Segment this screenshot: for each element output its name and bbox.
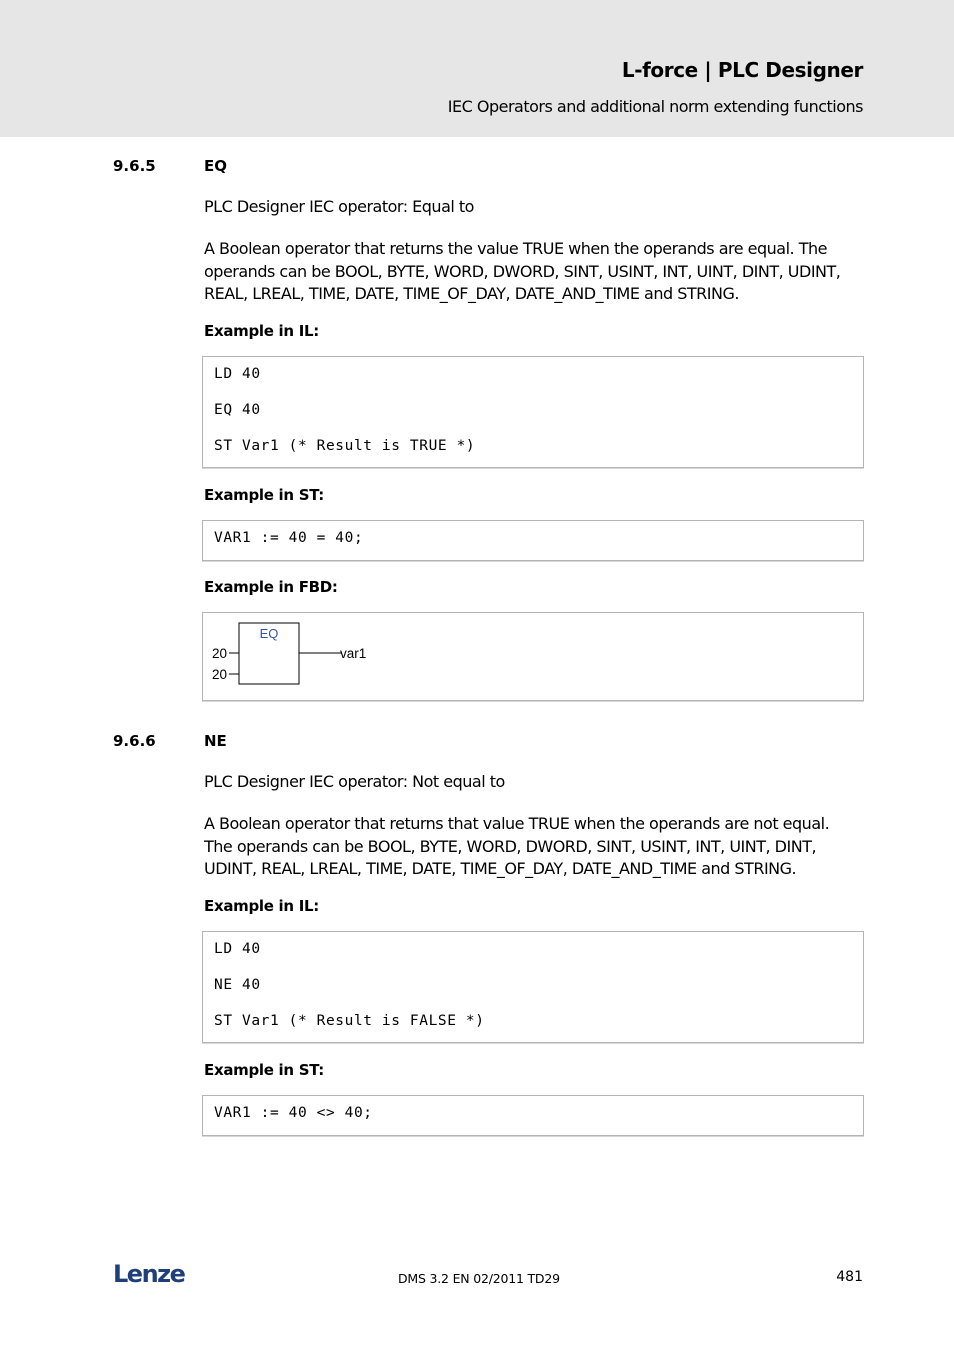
fbd-input1-label: 20 (212, 646, 228, 661)
lenze-logo-text: Lenze (113, 1260, 185, 1288)
header-subtitle: IEC Operators and additional norm extending functions (447, 97, 863, 116)
code-line: VAR1 := 40 = 40; (214, 530, 364, 546)
section-title-eq: EQ (204, 157, 227, 175)
code-line: ST Var1 (* Result is FALSE *) (214, 1013, 485, 1029)
il-example-label-eq: Example in IL: (204, 322, 319, 340)
document-reference: DMS 3.2 EN 02/2011 TD29 (398, 1271, 560, 1286)
st-example-label-eq: Example in ST: (204, 486, 325, 504)
page-number: 481 (836, 1269, 863, 1285)
section-description-eq (204, 238, 854, 306)
st-example-label-ne: Example in ST: (204, 1061, 325, 1079)
code-line: VAR1 := 40 <> 40; (214, 1105, 373, 1121)
section-number-ne: 9.6.6 (113, 732, 156, 750)
section-description-ne (204, 813, 854, 881)
section-intro-eq: PLC Designer IEC operator: Equal to (204, 197, 474, 216)
fbd-example-label-eq: Example in FBD: (204, 578, 338, 596)
fbd-block-name: EQ (259, 626, 279, 641)
il-example-label-ne: Example in IL: (204, 897, 319, 915)
fbd-diagram-box-eq (202, 612, 864, 701)
code-line: NE 40 (214, 977, 261, 993)
code-line: LD 40 (214, 941, 261, 957)
description-line: The operands can be BOOL, BYTE, WORD, DWORD, SINT, USINT, INT, UINT, DINT, (204, 836, 817, 856)
header-title: L-force | PLC Designer (621, 58, 863, 82)
fbd-output-label: var1 (340, 646, 367, 661)
description-line: A Boolean operator that returns that value TRUE when the operands are not equal. (204, 814, 830, 833)
description-line: operands can be BOOL, BYTE, WORD, DWORD, SINT, USINT, INT, UINT, DINT, UDINT, (204, 261, 841, 281)
code-line: ST Var1 (* Result is TRUE *) (214, 438, 476, 454)
st-code-box-eq (202, 520, 864, 561)
fbd-diagram (203, 613, 863, 700)
fbd-input2-label: 20 (212, 667, 228, 682)
section-title-ne: NE (204, 732, 227, 750)
il-code-box-eq (202, 356, 864, 468)
description-line: UDINT, REAL, LREAL, TIME, DATE, TIME_OF_DAY, DATE_AND_TIME and STRING. (204, 859, 797, 878)
code-line: LD 40 (214, 366, 261, 382)
page-header (0, 0, 954, 137)
description-line: REAL, LREAL, TIME, DATE, TIME_OF_DAY, DATE_AND_TIME and STRING. (204, 284, 739, 303)
il-code-box-ne (202, 931, 864, 1043)
lenze-logo (113, 1258, 193, 1288)
st-code-box-ne (202, 1095, 864, 1136)
section-number-eq: 9.6.5 (113, 157, 156, 175)
section-intro-ne: PLC Designer IEC operator: Not equal to (204, 772, 505, 791)
description-line: A Boolean operator that returns the value TRUE when the operands are equal. The (204, 239, 827, 258)
code-line: EQ 40 (214, 402, 261, 418)
